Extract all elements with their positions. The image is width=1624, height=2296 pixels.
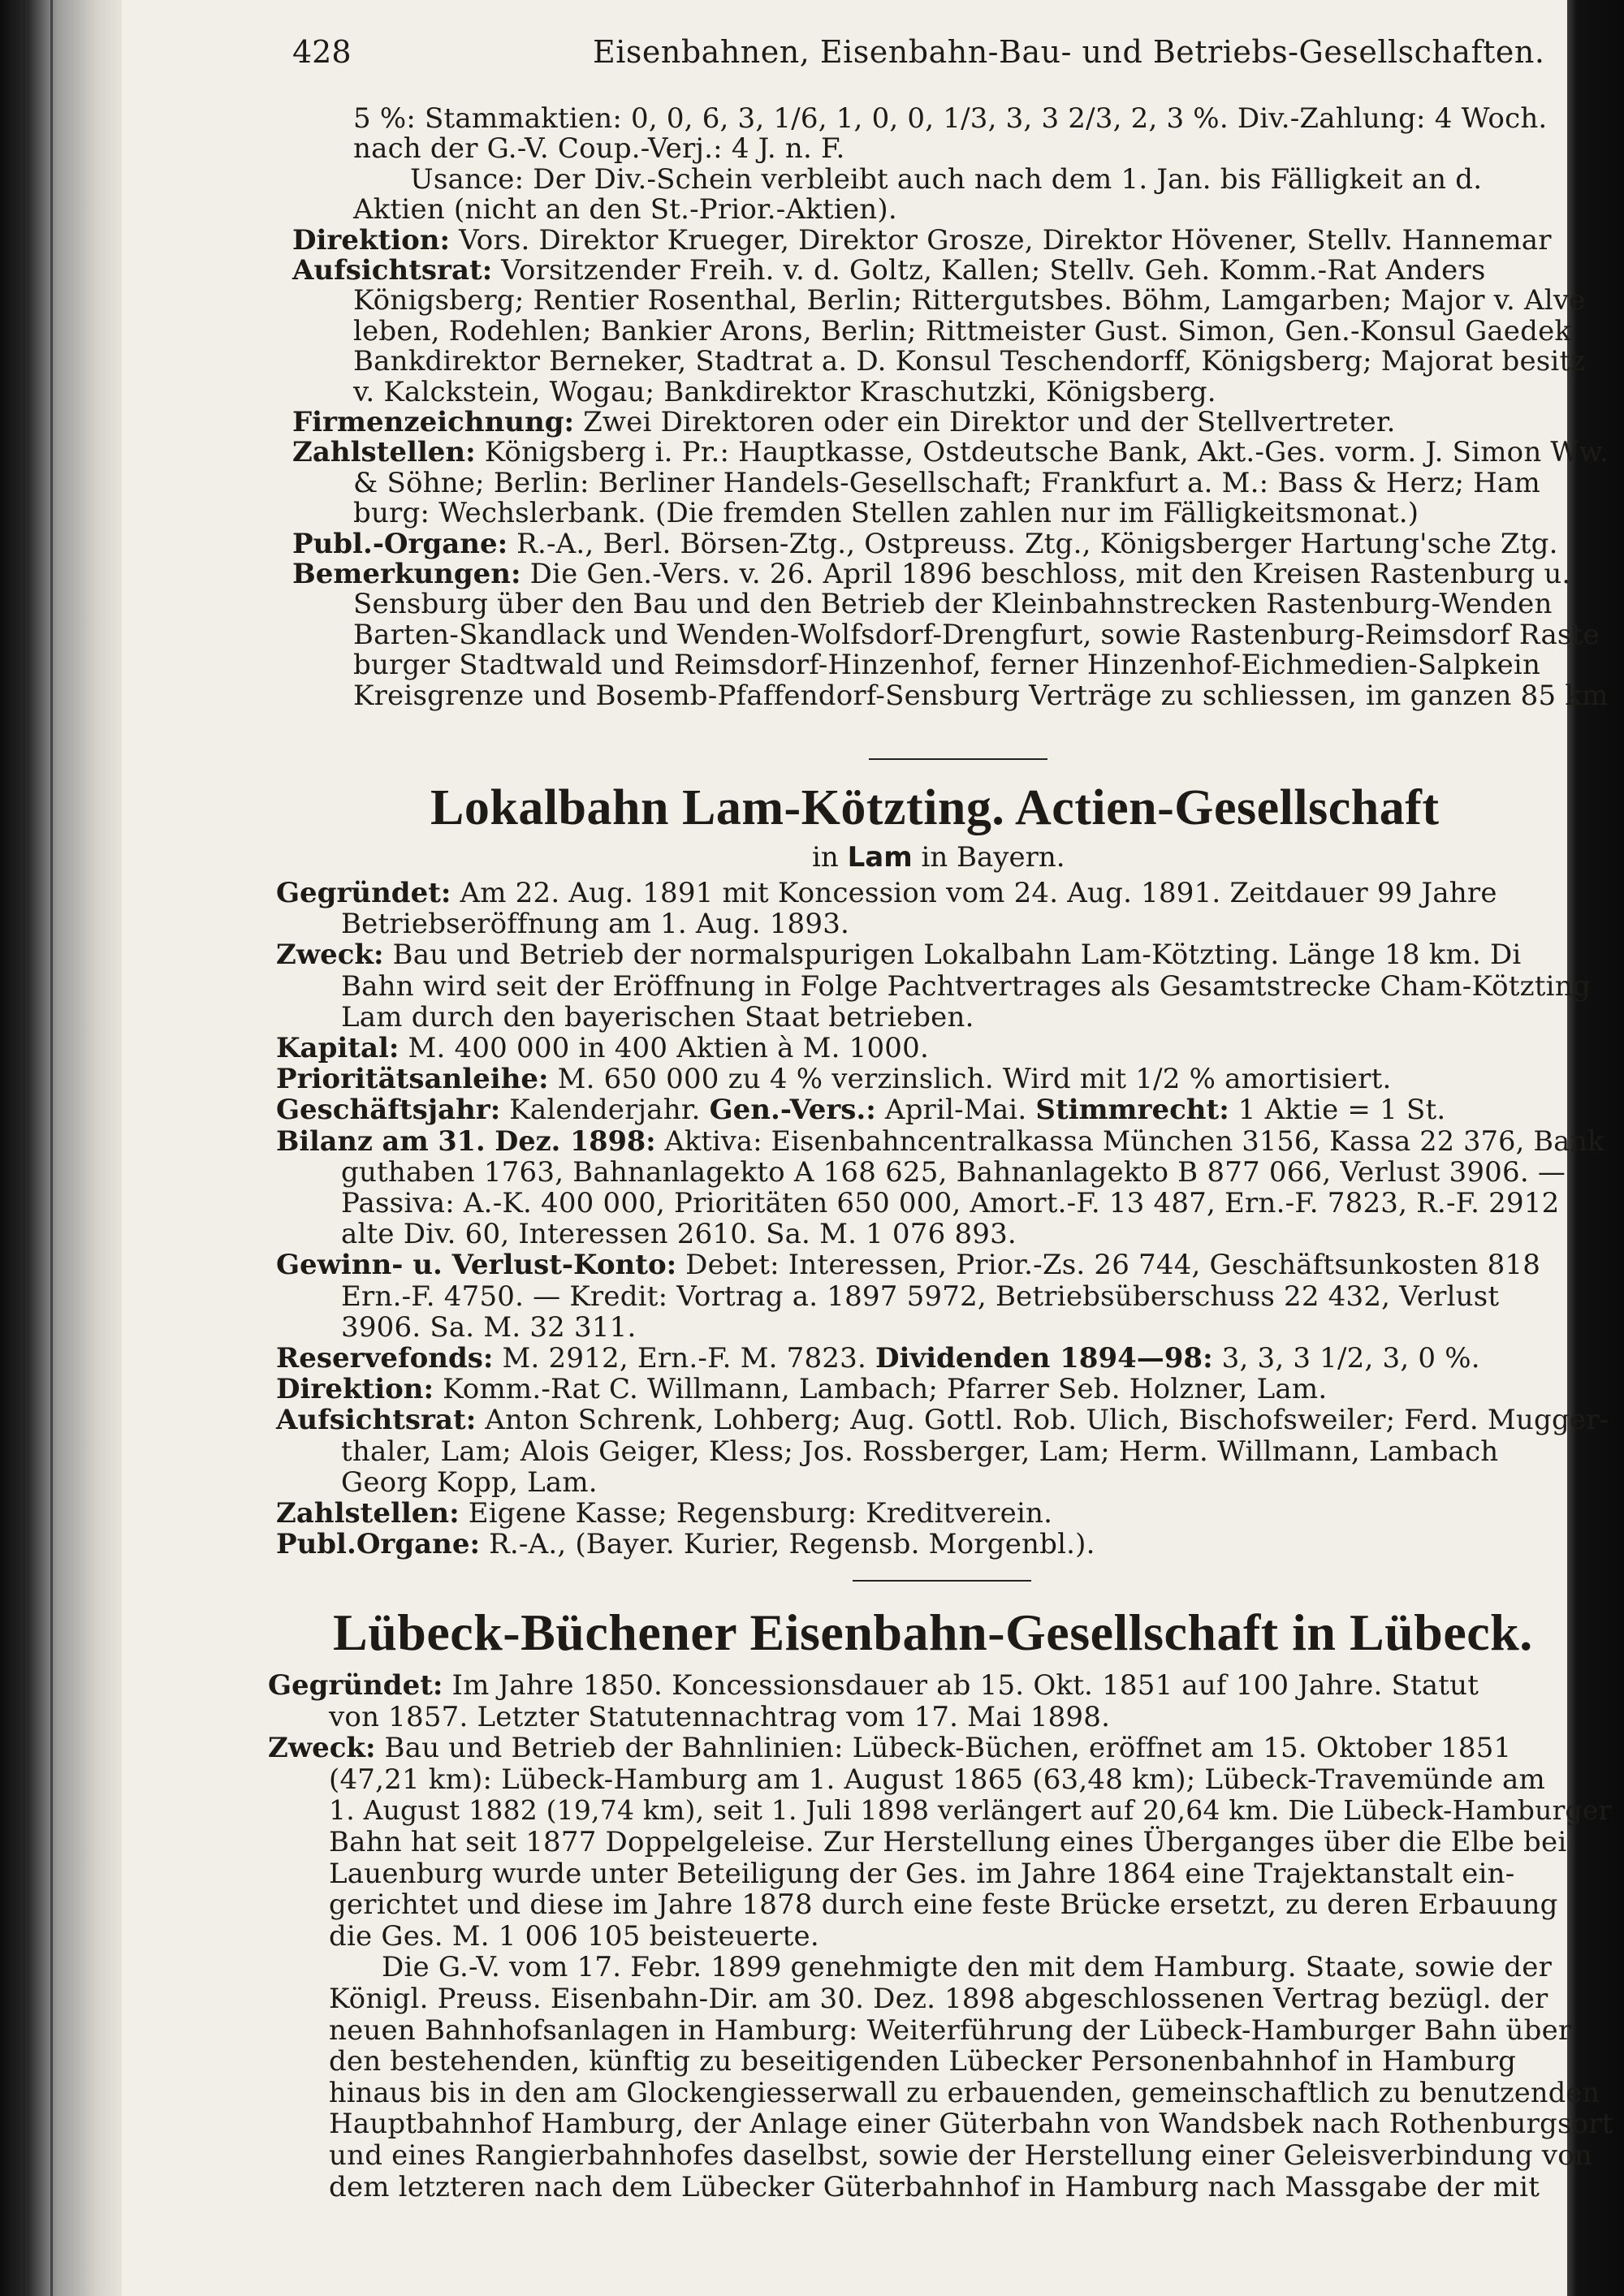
field-text: Komm.-Rat C. Willmann, Lambach; Pfarrer Seb. Holzner, Lam. — [434, 1373, 1328, 1405]
gutter-line — [23, 0, 25, 2296]
text-line — [341, 1437, 1498, 1466]
field-text: Kreisgrenze und Bosemb-Pfaffendorf-Sensburg Verträge zu schliessen, im ganzen 85 km — [353, 680, 1609, 712]
text-line — [341, 1313, 637, 1342]
text-line — [410, 165, 1482, 194]
text-line — [329, 1984, 1548, 2013]
field-label: Kapital: — [276, 1032, 400, 1064]
field-text: Georg Kopp, Lam. — [341, 1466, 598, 1499]
field-text: Königsberg; Rentier Rosenthal, Berlin; Rittergutsbes. Böhm, Lamgarben; Major v. Alve — [353, 284, 1586, 317]
text-line — [353, 134, 845, 163]
text-line — [353, 589, 1553, 619]
page-number: 428 — [292, 34, 352, 70]
field-text: Im Jahre 1850. Koncessionsdauer ab 15. Okt. 1851 auf 100 Jahre. Statut — [443, 1669, 1479, 1702]
field-text: Hauptbahnhof Hamburg, der Anlage einer Güterbahn von Wandsbek nach Rothenburgsort — [329, 2108, 1613, 2140]
field-label: Aufsichtsrat: — [276, 1404, 477, 1436]
text-line — [353, 620, 1600, 650]
field-text: den bestehenden, künftig zu beseitigenden Lübecker Personenbahnhof in Hamburg — [329, 2045, 1517, 2078]
text-line — [329, 1703, 1110, 1732]
subtitle-pre: in — [812, 841, 848, 874]
field-text: guthaben 1763, Bahnanlagekto A 168 625, Bahnanlagekto B 877 066, Verlust 3906. — — [341, 1156, 1566, 1189]
text-line — [276, 1499, 1052, 1528]
text-line — [341, 909, 849, 939]
text-line — [341, 1189, 1559, 1218]
text-line — [329, 2016, 1571, 2045]
section-heading-lam-koetzting: Lokalbahn Lam-Kötzting. Actien-Gesellschaft — [430, 780, 1440, 835]
text-line — [276, 1034, 929, 1063]
field-text: Anton Schrenk, Lohberg; Aug. Gottl. Rob. Ulich, Bischofsweiler; Ferd. Mugger- — [476, 1404, 1609, 1436]
field-text: R.-A., (Bayer. Kurier, Regensb. Morgenbl.). — [480, 1528, 1095, 1560]
field-label: Geschäftsjahr: — [276, 1094, 501, 1126]
field-text: 1 Aktie = 1 St. — [1229, 1094, 1446, 1126]
field-text: R.-A., Berl. Börsen-Ztg., Ostpreuss. Ztg., Königsberger Hartung'sche Ztg. — [508, 528, 1558, 560]
field-label: Zahlstellen: — [276, 1497, 460, 1530]
text-line — [276, 1344, 1480, 1373]
field-text: gerichtet und diese im Jahre 1878 durch eine feste Brücke ersetzt, zu deren Erbauung — [329, 1888, 1558, 1921]
field-text: M. 2912, Ern.-F. M. 7823. — [493, 1342, 875, 1375]
section-heading-luebeck-buechen: Lübeck-Büchener Eisenbahn-Gesellschaft in Lübeck. — [333, 1603, 1533, 1661]
field-label: Zweck: — [268, 1732, 376, 1764]
text-line — [276, 1127, 1605, 1156]
text-line — [276, 878, 1497, 908]
field-text: Die Gen.-Vers. v. 26. April 1896 beschloss, mit den Kreisen Rastenburg u. — [520, 558, 1571, 590]
field-text: Vorsitzender Freih. v. d. Goltz, Kallen; Stellv. Geh. Komm.-Rat Anders — [492, 254, 1486, 287]
text-line — [353, 317, 1571, 346]
field-text: hinaus bis in den am Glockengiesserwall zu erbauenden, gemeinschaftlich zu benutzenden — [329, 2077, 1600, 2108]
book-gutter — [0, 0, 122, 2296]
field-text: Usance: Der Div.-Schein verbleibt auch nach dem 1. Jan. bis Fälligkeit an d. — [410, 163, 1483, 196]
field-label: Dividenden 1894—98: — [875, 1342, 1213, 1375]
field-text: M. 650 000 zu 4 % verzinslich. Wird mit 1/2 % amortisiert. — [548, 1063, 1392, 1095]
text-line — [292, 256, 1486, 285]
field-text: Passiva: A.-K. 400 000, Prioritäten 650 000, Amort.-F. 13 487, Ern.-F. 7823, R.-F. 2912 — [341, 1187, 1560, 1219]
text-line — [353, 378, 1216, 407]
field-text: Bahn wird seit der Eröffnung in Folge Pachtvertrages als Gesamtstrecke Cham-Kötzting — [341, 970, 1591, 1003]
field-text: Aktien (nicht an den St.-Prior.-Aktien). — [353, 193, 897, 226]
subtitle-post: in Bayern. — [912, 841, 1065, 874]
text-line — [329, 2047, 1516, 2076]
field-text: Vors. Direktor Krueger, Direktor Grosze, Direktor Hövener, Stellv. Hannemar — [450, 224, 1552, 257]
text-line — [329, 1828, 1566, 1857]
text-line — [276, 1064, 1391, 1094]
field-label: Stimmrecht: — [1035, 1094, 1229, 1126]
field-text: Königsberg i. Pr.: Hauptkasse, Ostdeutsche Bank, Akt.-Ges. vorm. J. Simon Ww. — [475, 436, 1609, 468]
text-line — [382, 1953, 1552, 1982]
text-line — [276, 940, 1522, 969]
field-text: Lauenburg wurde unter Beteiligung der Ges. im Jahre 1864 eine Trajektanstalt ein- — [329, 1858, 1515, 1890]
field-text: alte Div. 60, Interessen 2610. Sa. M. 1 076 893. — [341, 1218, 1017, 1250]
field-label: Bilanz am 31. Dez. 1898: — [276, 1125, 656, 1157]
section-subtitle — [812, 841, 1065, 874]
field-text: Zwei Direktoren oder ein Direktor und der Stellvertreter. — [574, 406, 1396, 438]
field-text: Bau und Betrieb der normalspurigen Lokalbahn Lam-Kötzting. Länge 18 km. Di — [383, 939, 1522, 971]
text-line — [353, 468, 1540, 498]
text-line — [341, 1219, 1017, 1249]
text-line — [268, 1733, 1511, 1763]
field-label: Publ.Organe: — [276, 1528, 481, 1560]
text-line — [329, 1765, 1545, 1794]
page-header — [171, 34, 1567, 83]
field-label: Direktion: — [276, 1373, 434, 1405]
field-text: 3906. Sa. M. 32 311. — [341, 1311, 637, 1344]
field-label: Firmenzeichnung: — [292, 406, 575, 438]
text-line — [353, 286, 1586, 315]
text-line — [292, 559, 1570, 589]
field-text: 1. August 1882 (19,74 km), seit 1. Juli 1898 verlängert auf 20,64 km. Die Lübeck-Hamburger — [329, 1794, 1612, 1826]
text-line — [329, 1859, 1514, 1888]
text-line — [353, 498, 1419, 528]
field-text: Bahn hat seit 1877 Doppelgeleise. Zur Herstellung eines Überganges über die Elbe bei — [329, 1826, 1567, 1858]
field-text: Kalenderjahr. — [500, 1094, 710, 1126]
text-line — [341, 1282, 1499, 1311]
field-label: Reservefonds: — [276, 1342, 494, 1375]
field-label: Gewinn- u. Verlust-Konto: — [276, 1249, 677, 1281]
field-text: Am 22. Aug. 1891 mit Koncession vom 24. Aug. 1891. Zeitdauer 99 Jahre — [451, 877, 1497, 909]
text-line — [329, 2173, 1540, 2202]
text-line — [353, 347, 1585, 376]
field-text: leben, Rodehlen; Bankier Arons, Berlin; Rittmeister Gust. Simon, Gen.-Konsul Gaedek — [353, 315, 1572, 347]
text-line — [329, 2109, 1613, 2138]
field-label: Publ.-Organe: — [292, 528, 508, 560]
field-text: 3, 3, 3 1/2, 3, 0 %. — [1212, 1342, 1480, 1375]
section-divider — [869, 758, 1047, 760]
field-label: Gegründet: — [268, 1669, 443, 1702]
field-text: Betriebseröffnung am 1. Aug. 1893. — [341, 908, 850, 940]
field-text: 5 %: Stammaktien: 0, 0, 6, 3, 1/6, 1, 0, 0, 1/3, 3, 3 2/3, 2, 3 %. Div.-Zahlung: 4 Woch. — [353, 102, 1548, 135]
text-line — [268, 1671, 1479, 1700]
field-label: Prioritätsanleihe: — [276, 1063, 549, 1095]
field-label: Aufsichtsrat: — [292, 254, 493, 287]
text-line — [276, 1250, 1540, 1280]
field-text: dem letzteren nach dem Lübecker Güterbahnhof in Hamburg nach Massgabe der mit — [329, 2171, 1540, 2203]
field-text: Aktiva: Eisenbahncentralkassa München 3156, Kassa 22 376, Bank — [655, 1125, 1605, 1157]
subtitle-place: Lam — [847, 841, 913, 874]
text-line — [276, 1095, 1445, 1124]
field-text: Die G.-V. vom 17. Febr. 1899 genehmigte den mit dem Hamburg. Staate, sowie der — [382, 1951, 1553, 1983]
field-text: & Söhne; Berlin: Berliner Handels-Gesellschaft; Frankfurt a. M.: Bass & Herz; Ham — [353, 467, 1540, 499]
field-text: neuen Bahnhofsanlagen in Hamburg: Weiterführung der Lübeck-Hamburger Bahn über — [329, 2014, 1572, 2047]
text-line — [341, 1158, 1566, 1187]
text-line — [341, 1003, 974, 1032]
field-text: Barten-Skandlack und Wenden-Wolfsdorf-Drengfurt, sowie Rastenburg-Reimsdorf Raste — [353, 619, 1600, 651]
field-text: von 1857. Letzter Statutennachtrag vom 17. Mai 1898. — [329, 1701, 1111, 1733]
text-line — [353, 650, 1540, 680]
field-text: M. 400 000 in 400 Aktien à M. 1000. — [399, 1032, 929, 1064]
field-text: Bau und Betrieb der Bahnlinien: Lübeck-Büchen, eröffnet am 15. Oktober 1851 — [375, 1732, 1512, 1764]
text-line — [329, 1890, 1558, 1919]
field-text: April-Mai. — [875, 1094, 1036, 1126]
field-text: Königl. Preuss. Eisenbahn-Dir. am 30. Dez. 1898 abgeschlossenen Vertrag bezügl. der — [329, 1983, 1548, 2015]
text-line — [353, 104, 1547, 133]
field-text: thaler, Lam; Alois Geiger, Kless; Jos. Rossberger, Lam; Herm. Willmann, Lambach — [341, 1435, 1499, 1468]
field-text: (47,21 km): Lübeck-Hamburg am 1. August 1865 (63,48 km); Lübeck-Travemünde am — [329, 1763, 1545, 1796]
text-line — [276, 1530, 1095, 1559]
field-text: Eigene Kasse; Regensburg: Kreditverein. — [459, 1497, 1053, 1530]
text-line — [341, 972, 1591, 1001]
text-line — [276, 1375, 1327, 1404]
field-label: Zahlstellen: — [292, 436, 476, 468]
field-text: und eines Rangierbahnhofes daselbst, sowie der Herstellung einer Geleisverbindung von — [329, 2139, 1592, 2172]
field-label: Bemerkungen: — [292, 558, 521, 590]
field-text: nach der G.-V. Coup.-Verj.: 4 J. n. F. — [353, 132, 845, 165]
field-text: Bankdirektor Berneker, Stadtrat a. D. Konsul Teschendorff, Königsberg; Majorat besitz — [353, 345, 1586, 378]
gutter-line — [50, 0, 53, 2296]
text-line — [341, 1468, 598, 1497]
field-text: burger Stadtwald und Reimsdorf-Hinzenhof, ferner Hinzenhof-Eichmedien-Salpkein — [353, 649, 1541, 681]
field-text: v. Kalckstein, Wogau; Bankdirektor Kraschutzki, Königsberg. — [353, 376, 1216, 408]
field-label: Direktion: — [292, 224, 451, 257]
field-text: Lam durch den bayerischen Staat betrieben. — [341, 1001, 974, 1034]
section-divider — [853, 1580, 1031, 1582]
text-line — [329, 2078, 1600, 2108]
field-text: die Ges. M. 1 006 105 beisteuerte. — [329, 1920, 819, 1953]
text-line — [353, 195, 897, 224]
field-text: burg: Wechslerbank. (Die fremden Stellen zahlen nur im Fälligkeitsmonat.) — [353, 497, 1419, 529]
text-line — [329, 1922, 819, 1951]
text-line — [353, 681, 1609, 710]
field-label: Gen.-Vers.: — [709, 1094, 876, 1126]
text-line — [292, 408, 1396, 437]
field-text: Sensburg über den Bau und den Betrieb der Kleinbahnstrecken Rastenburg-Wenden — [353, 588, 1553, 620]
field-text: Debet: Interessen, Prior.-Zs. 26 744, Geschäftsunkosten 818 — [676, 1249, 1541, 1281]
running-title: Eisenbahnen, Eisenbahn-Bau- und Betriebs-Gesellschaften. — [593, 34, 1545, 70]
text-line — [329, 1796, 1612, 1825]
text-line — [276, 1405, 1609, 1435]
text-line — [292, 438, 1609, 467]
text-line — [292, 529, 1558, 559]
text-line — [292, 226, 1552, 255]
field-label: Gegründet: — [276, 877, 451, 909]
field-label: Zweck: — [276, 939, 384, 971]
field-text: Ern.-F. 4750. — Kredit: Vortrag a. 1897 5972, Betriebsüberschuss 22 432, Verlust — [341, 1280, 1500, 1313]
text-line — [329, 2141, 1592, 2170]
